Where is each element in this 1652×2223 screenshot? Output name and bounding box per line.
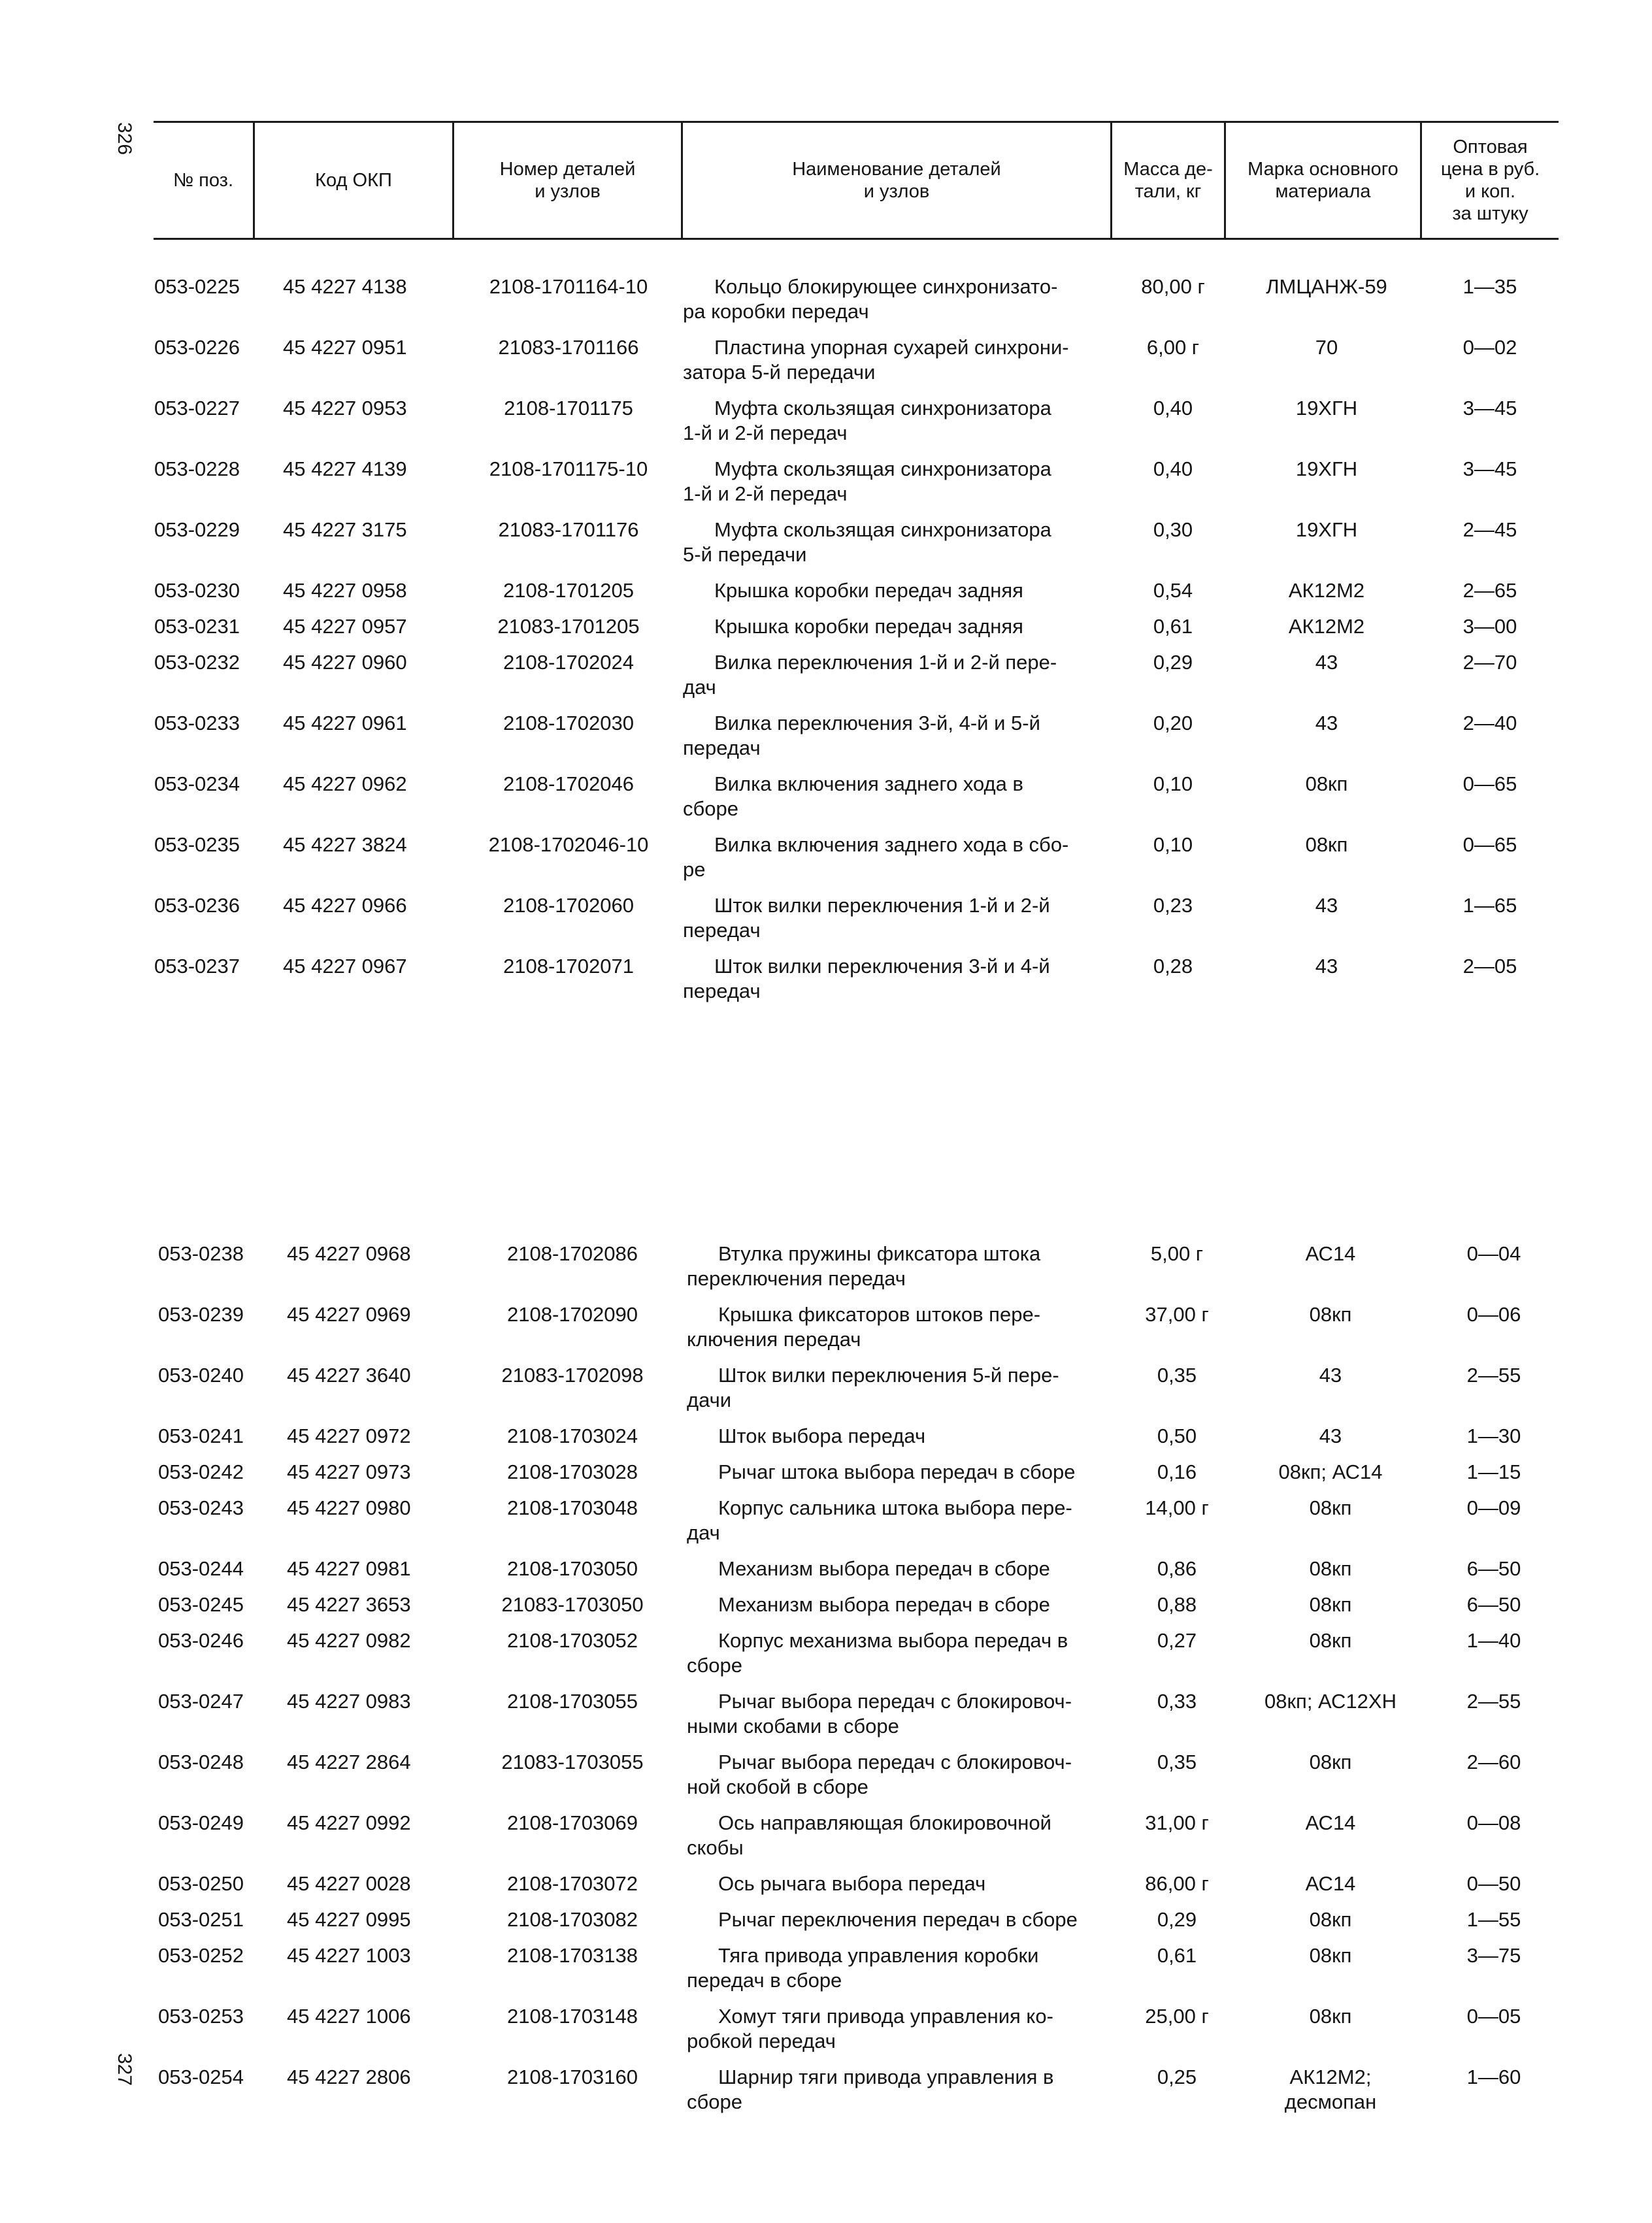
part-name-line1: Хомут тяги привода управления ко- [718, 2005, 1053, 2028]
cell-price: 1—40 [1466, 1629, 1521, 1652]
cell-part-number: 2108-1702071 [503, 955, 634, 978]
cell-part-number: 21083-1703050 [501, 1593, 644, 1616]
cell-okp: 45 4227 2864 [287, 1751, 411, 1773]
cell-price: 2—45 [1462, 518, 1517, 541]
cell-material: 08кп [1309, 1557, 1352, 1580]
cell-pos: 053-0252 [158, 1944, 244, 1967]
cell-price: 0—08 [1466, 1811, 1521, 1834]
cell-mass: 0,10 [1153, 772, 1193, 795]
cell-okp: 45 4227 1006 [287, 2005, 411, 2028]
cell-okp: 45 4227 4139 [283, 457, 407, 480]
cell-price: 1—15 [1466, 1460, 1521, 1483]
cell-mass: 0,16 [1157, 1460, 1197, 1483]
cell-part-number: 2108-1703048 [507, 1496, 638, 1519]
cell-part-number: 2108-1703069 [507, 1811, 638, 1834]
part-name-line1: Шток вилки переключения 1-й и 2-й [714, 894, 1050, 917]
cell-part-name [687, 1811, 1105, 1860]
cell-pos: 053-0248 [158, 1751, 244, 1773]
cell-pos: 053-0242 [158, 1460, 244, 1483]
cell-pos: 053-0236 [154, 894, 240, 917]
part-name-line1: Крышка коробки передач задняя [714, 579, 1023, 602]
cell-material: АС14 [1305, 1811, 1356, 1834]
part-name-line2: робкой передач [687, 2030, 836, 2052]
cell-material: 08кп [1309, 1944, 1352, 1967]
cell-part-name [683, 457, 1101, 506]
cell-part-name [687, 1242, 1105, 1291]
cell-price: 2—55 [1466, 1364, 1521, 1387]
cell-okp: 45 4227 0992 [287, 1811, 411, 1834]
cell-price: 0—04 [1466, 1242, 1521, 1265]
cell-mass: 0,27 [1157, 1629, 1197, 1652]
cell-part-number: 21083-1702098 [501, 1364, 644, 1387]
cell-mass: 0,35 [1157, 1751, 1197, 1773]
cell-part-number: 2108-1701175 [504, 397, 633, 420]
part-name-line2: ной скобой в сборе [687, 1775, 868, 1798]
cell-pos: 053-0245 [158, 1593, 244, 1616]
part-name-line1: Ось направляющая блокировочной [718, 1811, 1051, 1834]
cell-part-number: 2108-1702090 [507, 1303, 638, 1326]
cell-price: 2—55 [1466, 1690, 1521, 1713]
part-name-line1: Рычаг переключения передач в сборе [718, 1908, 1078, 1931]
part-name-line2: 5-й передачи [683, 543, 807, 566]
part-name-line1: Шток вилки переключения 5-й пере- [718, 1364, 1059, 1387]
cell-part-name [687, 2065, 1105, 2115]
cell-okp: 45 4227 0995 [287, 1908, 411, 1931]
cell-part-number: 2108-1703050 [507, 1557, 638, 1580]
cell-material-line2: десмопан [1284, 2090, 1377, 2113]
cell-pos: 053-0243 [158, 1496, 244, 1519]
cell-okp: 45 4227 0957 [283, 615, 407, 638]
cell-part-name [687, 1750, 1105, 1800]
cell-pos: 053-0253 [158, 2005, 244, 2028]
cell-material: 08кп [1305, 772, 1348, 795]
cell-mass: 0,23 [1153, 894, 1193, 917]
cell-pos: 053-0240 [158, 1364, 244, 1387]
cell-okp: 45 4227 0953 [283, 397, 407, 420]
part-name-line2: дач [683, 676, 716, 699]
cell-part-name [687, 1628, 1105, 1678]
part-name-line2: сборе [683, 797, 738, 820]
cell-okp: 45 4227 0028 [287, 1872, 411, 1895]
cell-material: 43 [1319, 1424, 1342, 1447]
cell-pos: 053-0227 [154, 397, 240, 420]
cell-part-name [687, 1302, 1105, 1352]
cell-part-number: 2108-1702060 [503, 894, 634, 917]
cell-mass: 0,40 [1153, 397, 1193, 420]
cell-material: 08кп [1309, 2005, 1352, 2028]
cell-part-name [687, 1496, 1105, 1545]
cell-material: АС14 [1305, 1242, 1356, 1265]
cell-part-number: 2108-1702086 [507, 1242, 638, 1265]
cell-part-name [683, 772, 1101, 821]
cell-price: 6—50 [1466, 1593, 1521, 1616]
cell-material: 43 [1319, 1364, 1342, 1387]
cell-pos: 053-0238 [158, 1242, 244, 1265]
part-name-line1: Корпус механизма выбора передач в [718, 1629, 1068, 1652]
cell-mass: 0,29 [1153, 651, 1193, 674]
cell-okp: 45 4227 0973 [287, 1460, 411, 1483]
col-pos-header: № поз. [173, 170, 234, 191]
cell-okp: 45 4227 0960 [283, 651, 407, 674]
cell-mass: 86,00 г [1145, 1872, 1209, 1895]
cell-part-number: 2108-1703055 [507, 1690, 638, 1713]
cell-mass: 37,00 г [1145, 1303, 1209, 1326]
part-name-line1: Ось рычага выбора передач [718, 1872, 986, 1895]
cell-price: 1—60 [1466, 2066, 1521, 2088]
cell-pos: 053-0254 [158, 2066, 244, 2088]
cell-mass: 0,20 [1153, 712, 1193, 734]
cell-part-name [683, 578, 1101, 603]
cell-mass: 0,25 [1157, 2066, 1197, 2088]
cell-material: 08кп [1309, 1751, 1352, 1773]
cell-okp: 45 4227 0966 [283, 894, 407, 917]
cell-mass: 0,50 [1157, 1424, 1197, 1447]
part-name-line2: дачи [687, 1389, 732, 1411]
part-name-line2: передач в сборе [687, 1969, 842, 1992]
cell-part-name [687, 1907, 1105, 1932]
cell-material: 08кп [1309, 1629, 1352, 1652]
cell-price: 0—09 [1466, 1496, 1521, 1519]
cell-okp: 45 4227 4138 [283, 275, 407, 298]
cell-price: 2—60 [1466, 1751, 1521, 1773]
part-name-line1: Муфта скользящая синхронизатора [714, 518, 1051, 541]
part-name-line1: Шток выбора передач [718, 1424, 926, 1447]
cell-material: 08кп [1305, 833, 1348, 856]
cell-material: 08кп [1309, 1593, 1352, 1616]
cell-price: 1—65 [1462, 894, 1517, 917]
part-name-line2: сборе [687, 2090, 742, 2113]
cell-material: 43 [1315, 712, 1338, 734]
cell-material: 70 [1315, 336, 1338, 359]
cell-mass: 0,28 [1153, 955, 1193, 978]
cell-material: АК12М2; [1289, 2066, 1372, 2088]
cell-okp: 45 4227 0962 [283, 772, 407, 795]
cell-part-number: 2108-1703138 [507, 1944, 638, 1967]
cell-material: 19ХГН [1295, 397, 1358, 420]
cell-part-number: 2108-1701205 [503, 579, 634, 602]
part-name-line2: 1-й и 2-й передач [683, 421, 848, 444]
part-name-line2: ключения передач [687, 1328, 861, 1351]
cell-price: 3—75 [1466, 1944, 1521, 1967]
cell-part-name [687, 1460, 1105, 1485]
cell-price: 0—65 [1462, 772, 1517, 795]
cell-part-number: 21083-1701166 [498, 336, 639, 359]
cell-mass: 0,61 [1153, 615, 1193, 638]
cell-okp: 45 4227 3175 [283, 518, 407, 541]
cell-okp: 45 4227 0969 [287, 1303, 411, 1326]
cell-material: 08кп [1309, 1908, 1352, 1931]
cell-material: 43 [1315, 651, 1338, 674]
cell-price: 6—50 [1466, 1557, 1521, 1580]
cell-part-name [687, 1424, 1105, 1449]
cell-mass: 0,33 [1157, 1690, 1197, 1713]
cell-okp: 45 4227 0967 [283, 955, 407, 978]
cell-price: 0—65 [1462, 833, 1517, 856]
cell-pos: 053-0235 [154, 833, 240, 856]
cell-material: АК12М2 [1288, 579, 1365, 602]
part-name-line2: затора 5-й передачи [683, 361, 876, 384]
cell-part-number: 2108-1703072 [507, 1872, 638, 1895]
cell-pos: 053-0225 [154, 275, 240, 298]
cell-pos: 053-0246 [158, 1629, 244, 1652]
part-name-line1: Вилка включения заднего хода в сбо- [714, 833, 1069, 856]
part-name-line1: Вилка переключения 3-й, 4-й и 5-й [714, 712, 1040, 734]
cell-mass: 0,10 [1153, 833, 1193, 856]
part-name-line1: Пластина упорная сухарей синхрони- [714, 336, 1069, 359]
page-number-bottom: 327 [114, 2052, 135, 2086]
cell-part-number: 2108-1701175-10 [489, 457, 648, 480]
cell-pos: 053-0241 [158, 1424, 244, 1447]
cell-mass: 0,40 [1153, 457, 1193, 480]
cell-okp: 45 4227 0981 [287, 1557, 411, 1580]
cell-pos: 053-0226 [154, 336, 240, 359]
cell-material: 08кп [1309, 1303, 1352, 1326]
part-name-line1: Муфта скользящая синхронизатора [714, 397, 1051, 420]
cell-price: 0—50 [1466, 1872, 1521, 1895]
cell-mass: 0,86 [1157, 1557, 1197, 1580]
cell-part-number: 2108-1702046 [503, 772, 634, 795]
cell-material: 08кп [1309, 1496, 1352, 1519]
cell-part-number: 2108-1703148 [507, 2005, 638, 2028]
part-name-line2: передач [683, 736, 761, 759]
cell-mass: 0,54 [1153, 579, 1193, 602]
cell-part-number: 2108-1703024 [507, 1424, 638, 1447]
cell-mass: 0,35 [1157, 1364, 1197, 1387]
part-name-line1: Кольцо блокирующее синхронизато- [714, 275, 1058, 298]
cell-part-name [683, 335, 1101, 385]
col-price-header: Оптовая цена в руб. и коп. за штуку [1420, 123, 1559, 238]
cell-part-name [683, 274, 1101, 324]
cell-pos: 053-0230 [154, 579, 240, 602]
cell-part-number: 2108-1703052 [507, 1629, 638, 1652]
cell-okp: 45 4227 0972 [287, 1424, 411, 1447]
cell-part-name [687, 1943, 1105, 1993]
part-name-line2: переключения передач [687, 1267, 906, 1290]
cell-part-name [683, 893, 1101, 943]
cell-part-name [687, 1871, 1105, 1896]
part-name-line1: Вилка включения заднего хода в [714, 772, 1023, 795]
part-name-line2: 1-й и 2-й передач [683, 482, 848, 505]
cell-price: 3—45 [1462, 457, 1517, 480]
cell-part-number: 21083-1701205 [497, 615, 640, 638]
cell-okp: 45 4227 0951 [283, 336, 407, 359]
part-name-line1: Крышка коробки передач задняя [714, 615, 1023, 638]
part-name-line1: Рычаг выбора передач с блокировоч- [718, 1690, 1072, 1713]
cell-okp: 45 4227 0983 [287, 1690, 411, 1713]
cell-mass: 0,61 [1157, 1944, 1197, 1967]
cell-material: АК12М2 [1288, 615, 1365, 638]
part-name-line2: дач [687, 1521, 720, 1544]
cell-pos: 053-0249 [158, 1811, 244, 1834]
part-name-line2: передач [683, 919, 761, 942]
cell-material: 19ХГН [1295, 457, 1358, 480]
cell-mass: 0,88 [1157, 1593, 1197, 1616]
cell-pos: 053-0239 [158, 1303, 244, 1326]
cell-mass: 0,30 [1153, 518, 1193, 541]
cell-price: 0—06 [1466, 1303, 1521, 1326]
cell-part-name [683, 954, 1101, 1004]
cell-price: 1—35 [1462, 275, 1517, 298]
cell-okp: 45 4227 3640 [287, 1364, 411, 1387]
part-name-line2: сборе [687, 1654, 742, 1677]
cell-material: 43 [1315, 894, 1338, 917]
cell-material: АС14 [1305, 1872, 1356, 1895]
cell-pos: 053-0237 [154, 955, 240, 978]
cell-part-name [683, 650, 1101, 700]
part-name-line1: Шток вилки переключения 3-й и 4-й [714, 955, 1050, 978]
cell-mass: 14,00 г [1145, 1496, 1209, 1519]
cell-okp: 45 4227 3824 [283, 833, 407, 856]
cell-part-name [683, 518, 1101, 567]
cell-part-name [683, 614, 1101, 639]
cell-part-number: 2108-1703160 [507, 2066, 638, 2088]
cell-price: 1—55 [1466, 1908, 1521, 1931]
cell-part-number: 2108-1703082 [507, 1908, 638, 1931]
cell-okp: 45 4227 3653 [287, 1593, 411, 1616]
cell-mass: 25,00 г [1145, 2005, 1209, 2028]
part-name-line1: Втулка пружины фиксатора штока [718, 1242, 1041, 1265]
part-name-line2: ра коробки передач [683, 300, 869, 323]
cell-pos: 053-0233 [154, 712, 240, 734]
cell-part-name [683, 396, 1101, 446]
cell-pos: 053-0250 [158, 1872, 244, 1895]
cell-pos: 053-0231 [154, 615, 240, 638]
cell-pos: 053-0232 [154, 651, 240, 674]
part-name-line2: ре [683, 858, 706, 881]
part-name-line1: Крышка фиксаторов штоков пере- [718, 1303, 1041, 1326]
cell-part-name [687, 1556, 1105, 1581]
cell-mass: 80,00 г [1141, 275, 1205, 298]
cell-okp: 45 4227 0982 [287, 1629, 411, 1652]
table-header [154, 121, 1559, 240]
part-name-line2: скобы [687, 1836, 744, 1859]
part-name-line1: Корпус сальника штока выбора пере- [718, 1496, 1072, 1519]
col-name-header: Наименование деталей и узлов [681, 123, 1110, 238]
cell-pos: 053-0244 [158, 1557, 244, 1580]
cell-pos: 053-0247 [158, 1690, 244, 1713]
cell-price: 2—40 [1462, 712, 1517, 734]
cell-mass: 5,00 г [1150, 1242, 1204, 1265]
cell-price: 2—05 [1462, 955, 1517, 978]
cell-okp: 45 4227 1003 [287, 1944, 411, 1967]
part-name-line1: Тяга привода управления коробки [718, 1944, 1039, 1967]
cell-part-number: 2108-1702024 [503, 651, 634, 674]
cell-price: 2—65 [1462, 579, 1517, 602]
cell-mass: 0,29 [1157, 1908, 1197, 1931]
part-name-line1: Вилка переключения 1-й и 2-й пере- [714, 651, 1057, 674]
cell-material: 43 [1315, 955, 1338, 978]
part-name-line2: ными скобами в сборе [687, 1715, 899, 1737]
cell-material: 08кп; АС14 [1278, 1460, 1383, 1483]
cell-part-name [687, 1689, 1105, 1739]
cell-okp: 45 4227 0961 [283, 712, 407, 734]
cell-part-number: 21083-1703055 [501, 1751, 644, 1773]
cell-material: ЛМЦАНЖ-59 [1266, 275, 1387, 298]
part-name-line1: Рычаг штока выбора передач в сборе [718, 1460, 1076, 1483]
part-name-line1: Механизм выбора передач в сборе [718, 1557, 1050, 1580]
part-name-line2: передач [683, 980, 761, 1002]
cell-part-name [687, 2004, 1105, 2054]
col-mass-header: Масса де- тали, кг [1110, 123, 1224, 238]
cell-pos: 053-0234 [154, 772, 240, 795]
col-material-header: Марка основного материала [1224, 123, 1420, 238]
cell-part-name [683, 711, 1101, 761]
cell-part-number: 21083-1701176 [498, 518, 639, 541]
cell-part-number: 2108-1702030 [503, 712, 634, 734]
cell-part-number: 2108-1703028 [507, 1460, 638, 1483]
part-name-line1: Механизм выбора передач в сборе [718, 1593, 1050, 1616]
col-part-header: Номер деталей и узлов [452, 123, 681, 238]
part-name-line1: Муфта скользящая синхронизатора [714, 457, 1051, 480]
cell-pos: 053-0251 [158, 1908, 244, 1931]
cell-okp: 45 4227 0968 [287, 1242, 411, 1265]
cell-price: 3—00 [1462, 615, 1517, 638]
cell-price: 3—45 [1462, 397, 1517, 420]
cell-material: 08кп; АС12ХН [1264, 1690, 1396, 1713]
cell-price: 0—05 [1466, 2005, 1521, 2028]
cell-mass: 6,00 г [1146, 336, 1200, 359]
cell-part-name [683, 832, 1101, 882]
cell-price: 2—70 [1462, 651, 1517, 674]
cell-part-number: 2108-1702046-10 [488, 833, 649, 856]
cell-mass: 31,00 г [1145, 1811, 1209, 1834]
part-name-line1: Рычаг выбора передач с блокировоч- [718, 1751, 1072, 1773]
cell-material: 19ХГН [1295, 518, 1358, 541]
cell-part-name [687, 1592, 1105, 1617]
cell-part-number: 2108-1701164-10 [489, 275, 648, 298]
cell-okp: 45 4227 0980 [287, 1496, 411, 1519]
cell-pos: 053-0229 [154, 518, 240, 541]
cell-price: 0—02 [1462, 336, 1517, 359]
cell-pos: 053-0228 [154, 457, 240, 480]
cell-part-name [687, 1363, 1105, 1413]
cell-price: 1—30 [1466, 1424, 1521, 1447]
cell-okp: 45 4227 0958 [283, 579, 407, 602]
page-number-top: 326 [114, 122, 135, 156]
col-okp-header: Код ОКП [253, 123, 452, 238]
cell-okp: 45 4227 2806 [287, 2066, 411, 2088]
part-name-line1: Шарнир тяги привода управления в [718, 2066, 1054, 2088]
